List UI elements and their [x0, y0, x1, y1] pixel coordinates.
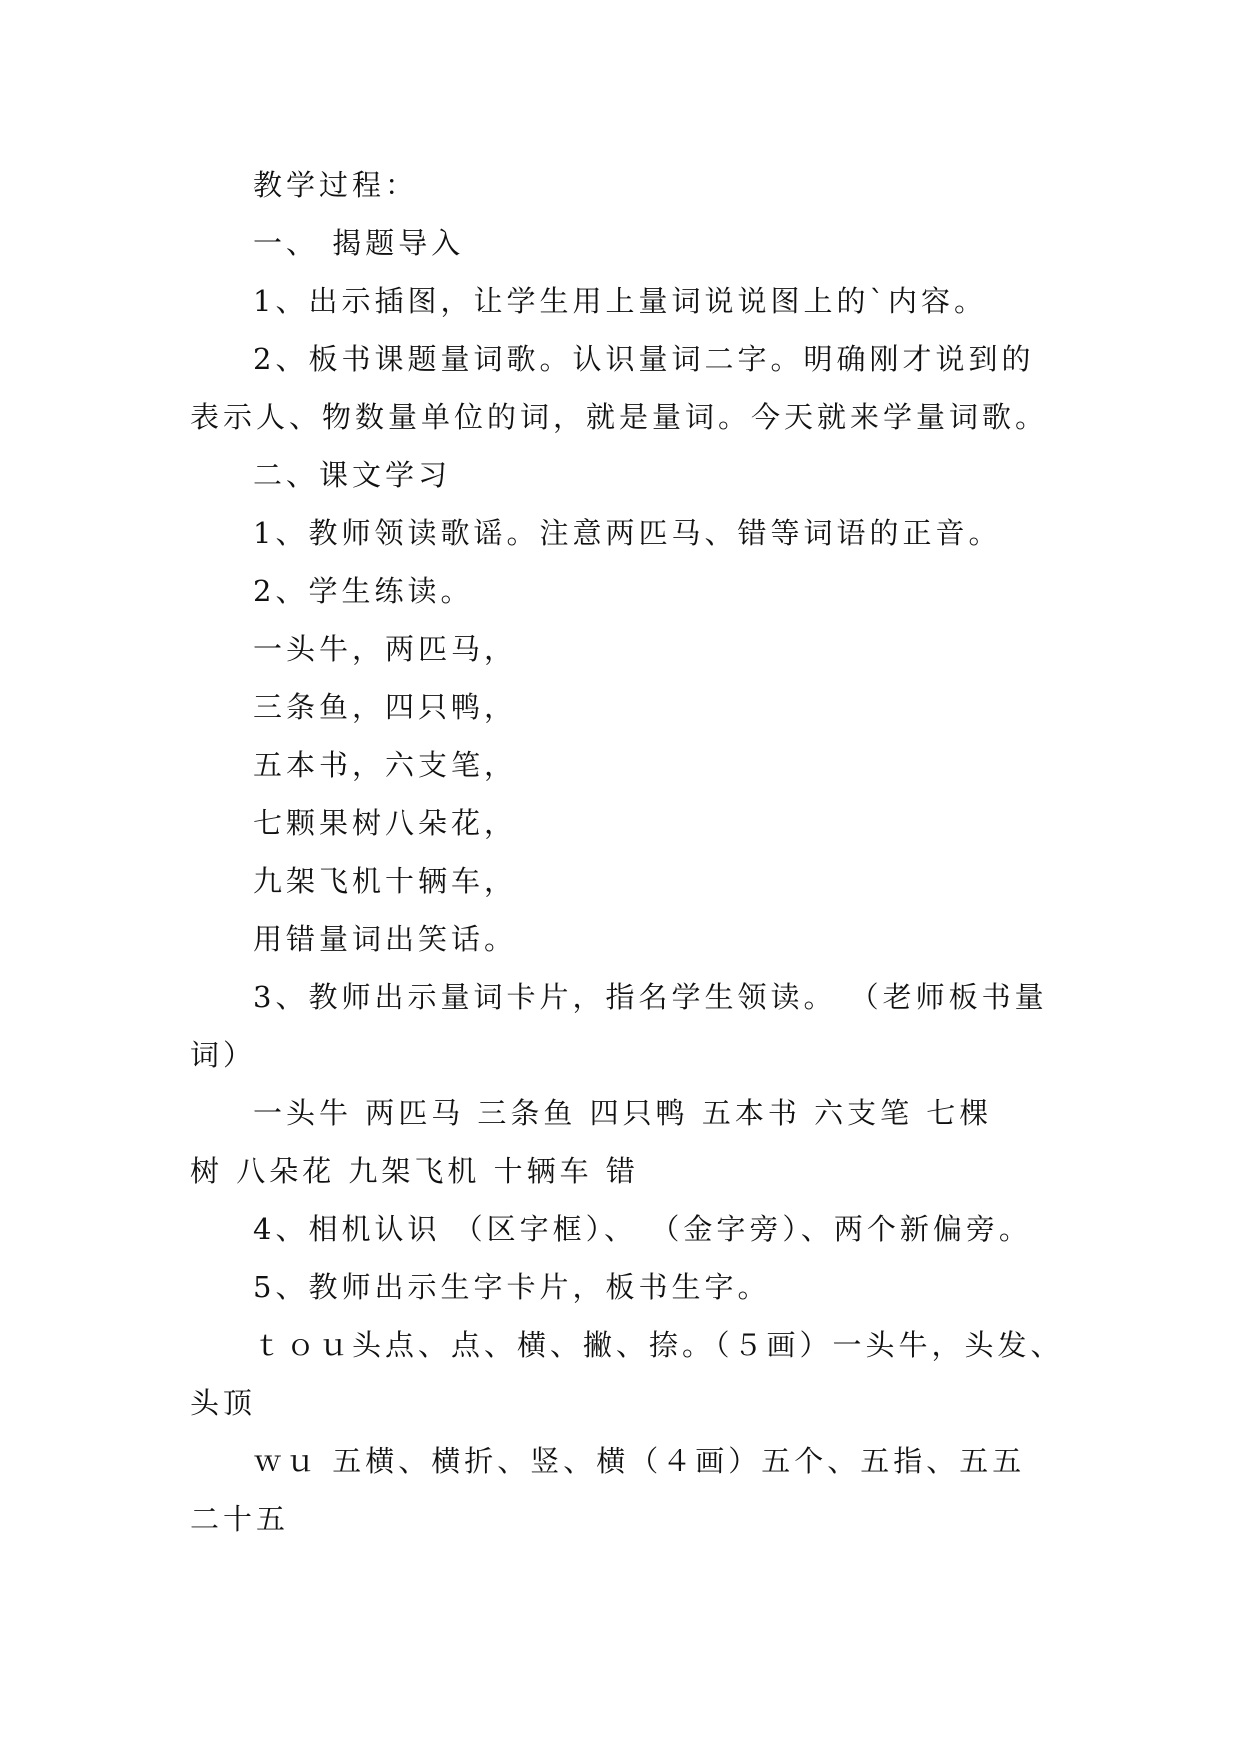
paragraph-line: 表示人、物数量单位的词，就是量词。今天就来学量词歌。: [190, 400, 1049, 434]
paragraph-line: 1、出示插图，让学生用上量词说说图上的`内容。: [253, 284, 987, 318]
character-entry-line: ｔｏｕ头点、点、横、撇、捺。（５画）一头牛，头发、: [253, 1328, 1064, 1362]
section-heading-intro: 一、 揭题导入: [253, 226, 465, 260]
paragraph-line: 2、学生练读。: [253, 574, 474, 608]
section-heading-teaching-process: 教学过程：: [253, 168, 419, 202]
character-entry-line: 头顶: [190, 1386, 257, 1420]
rhyme-line: 九架飞机十辆车，: [253, 864, 518, 898]
rhyme-line: 五本书，六支笔，: [253, 748, 518, 782]
rhyme-line: 三条鱼，四只鸭，: [253, 690, 518, 724]
rhyme-line: 用错量词出笑话。: [253, 922, 518, 956]
rhyme-line: 一头牛，两匹马，: [253, 632, 518, 666]
paragraph-line: 4、相机认识 （区字框）、 （金字旁）、两个新偏旁。: [253, 1212, 1032, 1246]
section-heading-lesson-study: 二、课文学习: [253, 458, 452, 492]
paragraph-line: 词）: [190, 1038, 257, 1072]
character-entry-line: ｗｕ 五横、横折、竖、横（４画）五个、五指、五五: [253, 1444, 1026, 1478]
measure-word-list-line: 树 八朵花 九架飞机 十辆车 错: [190, 1154, 639, 1188]
character-entry-line: 二十五: [190, 1502, 290, 1536]
paragraph-line: 1、教师领读歌谣。注意两匹马、错等词语的正音。: [253, 516, 1002, 550]
measure-word-list-line: 一头牛 两匹马 三条鱼 四只鸭 五本书 六支笔 七棵: [253, 1096, 993, 1130]
paragraph-line: 3、教师出示量词卡片，指名学生领读。 （老师板书量: [253, 980, 1048, 1014]
document-body: [190, 156, 1064, 1548]
rhyme-line: 七颗果树八朵花，: [253, 806, 518, 840]
paragraph-line: 2、板书课题量词歌。认识量词二字。明确刚才说到的: [253, 342, 1035, 376]
paragraph-line: 5、教师出示生字卡片，板书生字。: [253, 1270, 771, 1304]
